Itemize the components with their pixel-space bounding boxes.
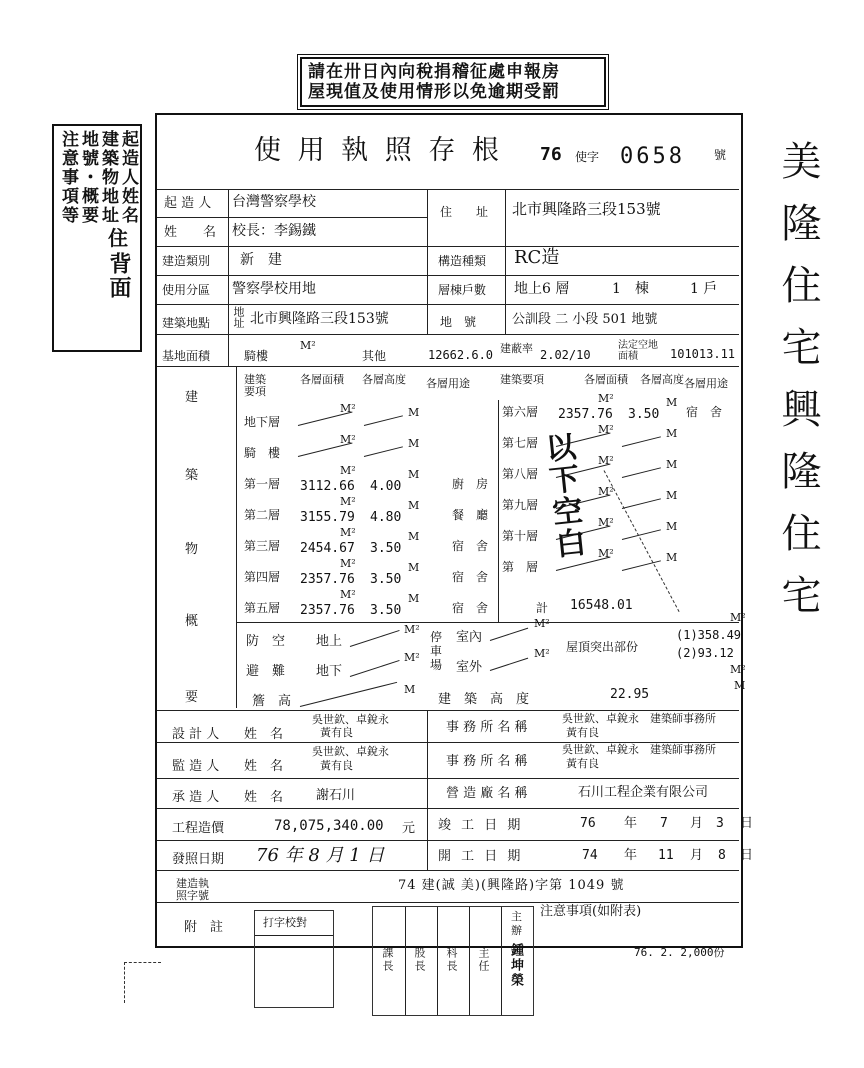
lot-label: 地 號 [440, 315, 477, 329]
permit-ref-label: 建造執照字號 [176, 877, 209, 902]
total-label: 計 [536, 601, 549, 615]
supervisor-office-value: 吳世欽、卓銳永 建築師事務所 [562, 743, 716, 756]
floor-height: 3.50 [628, 407, 660, 422]
open-area-value: 101013.11 [670, 347, 736, 361]
side-note-box [52, 124, 142, 352]
floor-area-unit: M² [340, 557, 356, 570]
floor-use: 宿 舍 [452, 601, 489, 615]
permit-year: 76 [540, 144, 562, 165]
site-addr-value: 北市興隆路三段153號 [250, 311, 389, 327]
floor-height-unit: M [408, 499, 420, 512]
floor-height-unit: M [666, 520, 678, 533]
floor-height-unit: M [666, 551, 678, 564]
cost-value: 78,075,340.00 [274, 818, 384, 834]
floor-label: 第九層 [502, 498, 539, 512]
roof-unit-2: M² [730, 663, 746, 676]
floor-label: 第三層 [244, 539, 281, 553]
floors-units: 1 戶 [690, 281, 718, 297]
floor-area-unit: M² [598, 423, 614, 436]
approval-stamp-grid [372, 906, 534, 1016]
use-zone-value: 警察學校用地 [232, 281, 316, 297]
air-raid-below: 地下 [316, 664, 343, 679]
floor-label: 第七層 [502, 436, 539, 450]
floor-height-unit: M [408, 561, 420, 574]
floor-height: 3.50 [370, 603, 402, 618]
floor-height: 4.00 [370, 479, 402, 494]
floors-value: 地上6 層 [514, 281, 570, 297]
floors-label: 層棟戶數 [438, 283, 487, 297]
floor-area: 2454.67 [300, 541, 355, 556]
start-label: 開 工 日 期 [438, 849, 524, 864]
completion-year: 76 [580, 816, 596, 831]
air-raid-label-2: 避 難 [246, 664, 286, 679]
floor-area: 2357.76 [558, 407, 613, 422]
floor-header-col2-r: 各層面積 [584, 373, 628, 386]
side-col-3: 建築物地址 [98, 130, 118, 225]
permit-number: 0658 [620, 144, 685, 169]
completion-m: 月 [690, 816, 704, 831]
cost-unit: 元 [402, 821, 416, 836]
floor-use: 宿 舍 [686, 405, 723, 419]
stamp-cell-1: 主 [511, 910, 522, 923]
start-m: 月 [690, 848, 704, 863]
stamp-cell-7: 主任 [477, 947, 490, 973]
supervisor-office-value-2: 黃有良 [566, 757, 599, 770]
designer-name-label: 姓 名 [244, 727, 284, 742]
parking-outdoor: 室外 [456, 660, 483, 675]
start-month: 11 [658, 848, 674, 863]
supervisor-name-value: 吳世欽、卓銳永 [312, 745, 389, 758]
floor-header-col1-r: 建築要項 [500, 373, 544, 386]
floor-height-unit: M [666, 427, 678, 440]
build-type-label: 建造類別 [162, 254, 211, 268]
owner-value: 台灣警察學校 [232, 194, 316, 210]
open-area-label: 法定空地面積 [618, 340, 658, 362]
site-addr-sub: 地址 [232, 306, 245, 328]
floor-height-unit: M [666, 489, 678, 502]
start-day: 8 [718, 848, 726, 863]
floor-area: 3112.66 [300, 479, 355, 494]
supervisor-name-label: 姓 名 [244, 759, 284, 774]
roof-label: 屋頂突出部份 [566, 640, 639, 654]
floor-area-unit: M² [598, 547, 614, 560]
air-raid-above: 地上 [316, 634, 343, 649]
roof-unit-1: M² [730, 611, 746, 624]
contractor-firm-value: 石川工程企業有限公司 [578, 785, 709, 800]
owner-label: 起 造 人 [164, 196, 212, 211]
blank-note: 以下空白 [538, 430, 587, 562]
floor-height-unit: M [408, 592, 420, 605]
right-handwriting: 美隆住宅興隆住宅 [775, 140, 821, 636]
permit-word: 使字 [575, 150, 600, 164]
contractor-label: 承 造 人 [172, 790, 220, 805]
floor-header-col2: 各層面積 [300, 373, 344, 386]
site-area-sub: 騎樓 [244, 349, 269, 363]
name-label: 姓 名 [164, 225, 217, 240]
stamp-cell-2: 辦 [511, 924, 522, 937]
attach-note: 注意事項(如附表) [540, 904, 642, 919]
floor-label: 第四層 [244, 570, 281, 584]
floor-height-unit: M [408, 406, 420, 419]
floor-header-col3: 各層高度 [362, 373, 406, 386]
notice-line-1: 請在卅日內向稅捐稽征處申報房 [308, 62, 560, 82]
floors-bldg: 1 棟 [612, 281, 649, 297]
structure-label: 構造種類 [438, 254, 487, 268]
designer-office-value-2: 黃有良 [566, 726, 599, 739]
name-value: 校長：李錫鐵 [232, 223, 316, 239]
roof-value-1: (1)358.49 [676, 628, 742, 642]
issue-label: 發照日期 [172, 852, 225, 867]
side-extra-1: 住 [108, 226, 128, 250]
floor-area-unit: M² [598, 454, 614, 467]
eave-unit: M [404, 683, 416, 696]
side-col-2: 地號・概要 [78, 130, 98, 225]
contractor-firm-label: 營 造 廠 名 稱 [446, 786, 528, 801]
supervisor-name-value-2: 黃有良 [320, 759, 353, 772]
permit-ref-value: 74 建(誠 美)(興隆路)字第 1049 號 [398, 878, 625, 893]
side-extra-2: 背面 [106, 252, 132, 300]
notice-box [300, 57, 606, 107]
floor-header-col3-r: 各層高度 [640, 373, 684, 386]
start-d: 日 [740, 848, 754, 863]
completion-day: 3 [716, 816, 724, 831]
notice-line-2: 屋現值及使用情形以免逾期受罰 [308, 82, 560, 102]
side-col-4: 起造人姓名 [118, 130, 138, 225]
designer-office-label: 事 務 所 名 稱 [446, 720, 528, 735]
completion-label: 竣 工 日 期 [438, 818, 524, 833]
completion-d: 日 [740, 816, 754, 831]
proofread-stamp [254, 910, 334, 1008]
coverage-value: 2.02/10 [540, 348, 591, 362]
side-char-2: 築 [185, 468, 199, 483]
floor-label: 第二層 [244, 508, 281, 522]
designer-name-value-2: 黃有良 [320, 726, 353, 739]
floor-label: 第五層 [244, 601, 281, 615]
eave-label: 簷 高 [252, 694, 292, 709]
parking-label: 停車場 [430, 630, 443, 672]
build-type-value: 新 建 [240, 252, 282, 268]
roof-value-2: (2)93.12 [676, 646, 734, 660]
floor-use: 餐 廳 [452, 508, 489, 522]
site-area-unit: M² [300, 339, 316, 352]
side-char-5: 要 [185, 690, 199, 705]
footer-print: 76. 2. 2,000份 [634, 946, 725, 959]
crop-mark [124, 962, 161, 1003]
floor-height-unit: M [408, 530, 420, 543]
lot-value: 公訓段 二 小段 501 地號 [512, 312, 658, 327]
floor-height: 3.50 [370, 572, 402, 587]
floor-height-unit: M [408, 437, 420, 450]
floor-use: 宿 舍 [452, 570, 489, 584]
floor-area-unit: M² [598, 516, 614, 529]
parking-unit-1: M² [534, 617, 550, 630]
use-zone-label: 使用分區 [162, 283, 211, 297]
floor-area-unit: M² [598, 485, 614, 498]
completion-y: 年 [624, 816, 638, 831]
floor-header-col4: 各層用途 [426, 377, 470, 390]
site-area-other: 其他 [362, 349, 387, 363]
issue-value: 76 年 8 月 1 日 [256, 845, 385, 866]
air-raid-unit-1: M² [404, 623, 420, 636]
air-raid-unit-2: M² [404, 651, 420, 664]
floor-height: 3.50 [370, 541, 402, 556]
total-value: 16548.01 [570, 598, 633, 613]
supervisor-label: 監 造 人 [172, 759, 220, 774]
designer-office-value: 吳世欽、卓銳永 建築師事務所 [562, 712, 716, 725]
floor-label: 第一層 [244, 477, 281, 491]
floor-area: 2357.76 [300, 572, 355, 587]
floor-use: 廚 房 [452, 477, 489, 491]
address-value: 北市興隆路三段153號 [512, 200, 661, 218]
proofread-stamp-label: 打字校對 [263, 916, 307, 929]
form-title: 使 用 執 照 存 根 [254, 135, 503, 166]
air-raid-label-1: 防 空 [246, 634, 286, 649]
site-area-value: 12662.6.0 [428, 348, 494, 362]
side-char-4: 概 [185, 614, 199, 629]
floor-height-unit: M [408, 468, 420, 481]
floor-area-unit: M² [340, 433, 356, 446]
start-y: 年 [624, 848, 638, 863]
supervisor-office-label: 事 務 所 名 稱 [446, 754, 528, 769]
address-label: 住 址 [440, 205, 489, 219]
bldg-height-unit: M [734, 679, 746, 692]
floor-label: 騎 樓 [244, 446, 281, 460]
floor-label: 第十層 [502, 529, 539, 543]
stamp-cell-4: 課長 [381, 947, 394, 973]
completion-month: 7 [660, 816, 668, 831]
floor-area-unit: M² [340, 464, 356, 477]
side-char-1: 建 [185, 390, 199, 405]
coverage-label: 建蔽率 [500, 342, 533, 355]
floor-area-unit: M² [340, 526, 356, 539]
floor-height-unit: M [666, 458, 678, 471]
cost-label: 工程造價 [172, 821, 225, 836]
bldg-height-value: 22.95 [610, 687, 650, 702]
floor-area-unit: M² [340, 588, 356, 601]
floor-label: 第八層 [502, 467, 539, 481]
parking-unit-2: M² [534, 647, 550, 660]
stamp-cell-5: 股長 [413, 947, 426, 973]
floor-area-unit: M² [340, 402, 356, 415]
permit-suffix: 號 [714, 148, 727, 162]
floor-label: 第六層 [502, 405, 539, 419]
parking-indoor: 室內 [456, 630, 483, 645]
floor-height: 4.80 [370, 510, 402, 525]
stamp-cell-6: 科長 [445, 947, 458, 973]
site-addr-label: 建築地點 [162, 316, 211, 330]
contractor-name-label: 姓 名 [244, 790, 284, 805]
floor-height-unit: M [666, 396, 678, 409]
floor-header-col1: 建築要項 [244, 373, 266, 398]
floor-label: 第 層 [502, 560, 539, 574]
side-col-1: 注意事項等 [58, 130, 78, 225]
start-year: 74 [582, 848, 598, 863]
designer-label: 設 計 人 [172, 727, 220, 742]
structure-value: RC造 [514, 247, 560, 268]
floor-area-unit: M² [598, 392, 614, 405]
bldg-height-label: 建 築 高 度 [438, 692, 530, 707]
floor-area: 2357.76 [300, 603, 355, 618]
side-char-3: 物 [185, 542, 199, 557]
floor-area-unit: M² [340, 495, 356, 508]
stamp-cell-3: 鍾坤榮 [508, 943, 523, 988]
floor-label: 地下層 [244, 415, 281, 429]
contractor-name-value: 謝石川 [316, 788, 356, 803]
floor-header-col4-r: 各層用途 [684, 377, 728, 390]
site-area-label: 基地面積 [162, 349, 211, 363]
floor-area: 3155.79 [300, 510, 355, 525]
attach-label: 附 註 [184, 920, 224, 935]
designer-name-value: 吳世欽、卓銳永 [312, 713, 389, 726]
floor-use: 宿 舍 [452, 539, 489, 553]
